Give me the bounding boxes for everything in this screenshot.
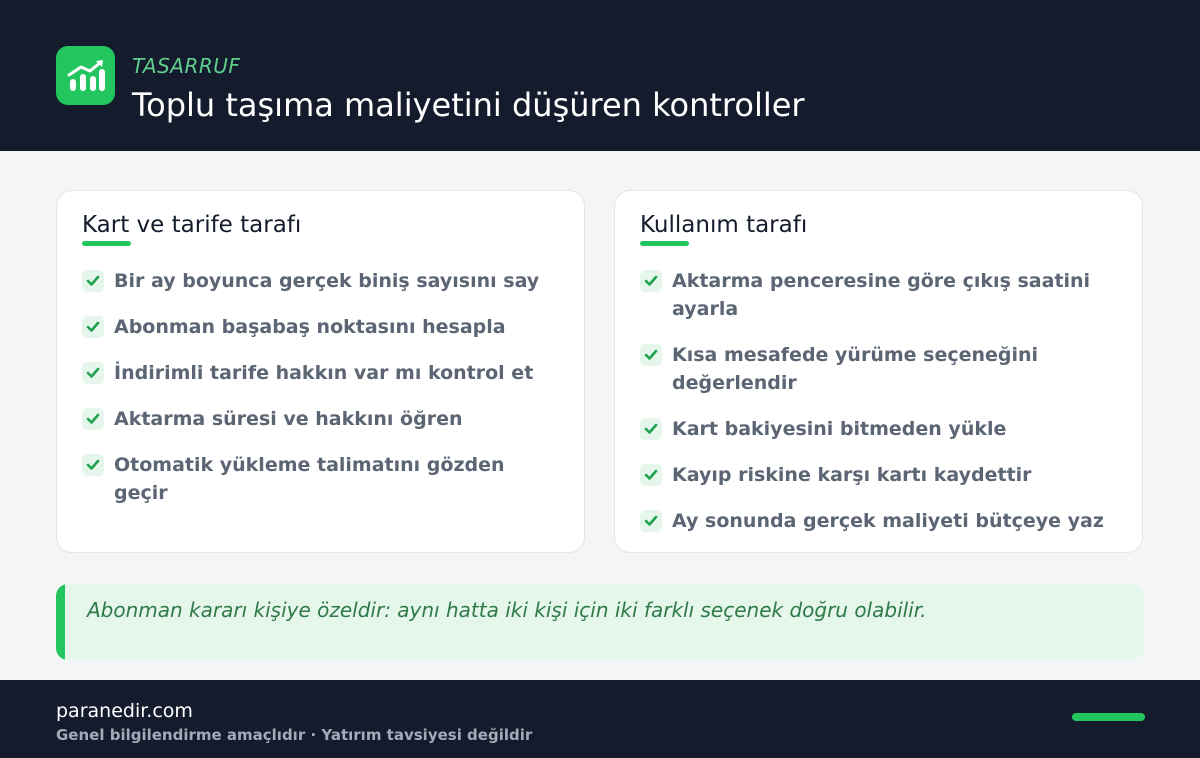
footer: [0, 680, 1200, 758]
check-icon: [82, 270, 104, 292]
list-item-text: Kart bakiyesini bitmeden yükle: [672, 418, 1007, 440]
check-icon: [640, 270, 662, 292]
list-item: [82, 359, 564, 387]
list-item-text: Bir ay boyunca gerçek biniş sayısını say: [114, 270, 540, 292]
list-item-text: Ay sonunda gerçek maliyeti bütçeye yaz: [672, 510, 1104, 532]
page-title: Toplu taşıma maliyetini düşüren kontroller: [132, 86, 805, 124]
list-item: [640, 415, 1122, 443]
check-icon: [82, 454, 104, 476]
list-item-text: Otomatik yükleme talimatını gözden geçir: [114, 454, 505, 504]
check-icon: [82, 362, 104, 384]
title-underline: [82, 241, 131, 246]
card-kart-tarife: [56, 190, 585, 553]
info-note: [56, 584, 1144, 660]
list-item: [640, 507, 1122, 535]
list-item: [640, 267, 1122, 323]
list-item-text: Kayıp riskine karşı kartı kaydettir: [672, 464, 1032, 486]
title-underline: [640, 241, 689, 246]
footer-accent-bar: [1072, 713, 1145, 721]
card-kullanim: [614, 190, 1143, 553]
list-item: [82, 451, 564, 507]
growth-chart-icon: [56, 46, 115, 105]
list-item-text: Kısa mesafede yürüme seçeneğini değerlendir: [672, 344, 1039, 394]
note-accent-bar: [56, 584, 65, 660]
note-text: Abonman kararı kişiye özeldir: aynı hatta iki kişi için iki farklı seçenek doğru olabilir.: [87, 598, 927, 622]
header: [0, 0, 1200, 151]
site-name: paranedir.com: [56, 700, 193, 722]
check-icon: [82, 316, 104, 338]
card-title: Kullanım tarafı: [640, 212, 808, 238]
list-item: [82, 405, 564, 433]
check-icon: [640, 418, 662, 440]
list-item: [82, 267, 564, 295]
checklist: [82, 267, 564, 525]
disclaimer: Genel bilgilendirme amaçlıdır · Yatırım tavsiyesi değildir: [56, 726, 533, 744]
check-icon: [640, 464, 662, 486]
list-item-text: Aktarma penceresine göre çıkış saatini ayarla: [672, 270, 1091, 320]
list-item-text: Aktarma süresi ve hakkını öğren: [114, 408, 463, 430]
check-icon: [640, 344, 662, 366]
list-item: [82, 313, 564, 341]
checklist: [640, 267, 1122, 553]
list-item-text: Abonman başabaş noktasını hesapla: [114, 316, 506, 338]
list-item-text: İndirimli tarife hakkın var mı kontrol et: [114, 362, 534, 384]
check-icon: [640, 510, 662, 532]
list-item: [640, 341, 1122, 397]
list-item: [640, 461, 1122, 489]
card-title: Kart ve tarife tarafı: [82, 212, 302, 238]
category-label: TASARRUF: [132, 54, 241, 78]
check-icon: [82, 408, 104, 430]
